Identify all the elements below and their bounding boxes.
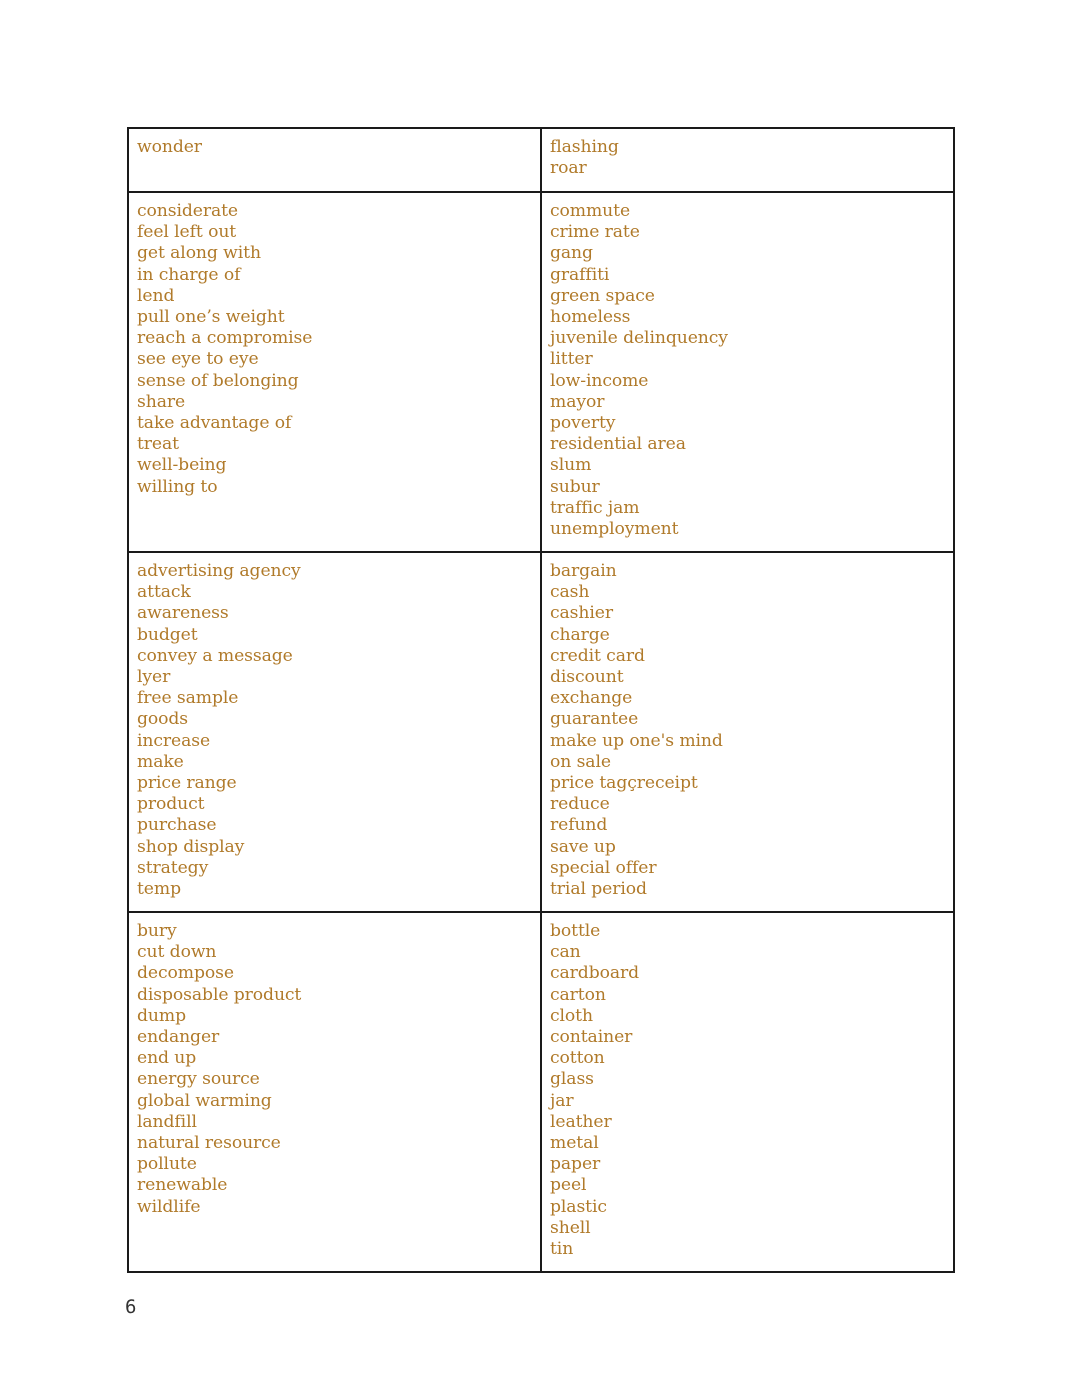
table-cell-left — [128, 128, 541, 192]
vocabulary-word: leather — [550, 1111, 612, 1132]
table-cell-left — [128, 912, 541, 1272]
table-cell-right — [541, 128, 954, 192]
vocabulary-word: wonder — [137, 137, 202, 157]
vocabulary-word: gang — [550, 243, 593, 264]
vocabulary-word: graffiti — [550, 264, 610, 285]
vocabulary-word: price tagçreceipt — [550, 773, 698, 794]
vocabulary-word: endanger — [137, 1027, 220, 1048]
vocabulary-word: green space — [550, 285, 655, 306]
vocabulary-word: willing to — [137, 476, 218, 497]
vocabulary-word: bury — [137, 921, 177, 941]
table-row — [128, 128, 954, 192]
vocabulary-word: decompose — [137, 963, 234, 984]
vocabulary-word: make up one's mind — [550, 730, 723, 751]
vocabulary-word: feel left out — [137, 222, 237, 243]
vocabulary-word: pull one’s weight — [137, 307, 285, 328]
vocabulary-word: strategy — [137, 857, 209, 878]
vocabulary-word: peel — [550, 1175, 587, 1196]
vocabulary-word: cashier — [550, 603, 613, 624]
vocabulary-word: take advantage of — [137, 413, 292, 434]
vocabulary-word: end up — [137, 1048, 197, 1069]
vocabulary-word: make — [137, 751, 184, 772]
vocabulary-word: share — [137, 391, 186, 412]
vocabulary-word: unemployment — [550, 519, 679, 540]
vocabulary-word: energy source — [137, 1069, 260, 1090]
vocabulary-word: cardboard — [550, 963, 640, 984]
vocabulary-word: treat — [137, 434, 179, 455]
table-row — [128, 192, 954, 552]
vocabulary-word: well-being — [137, 455, 227, 476]
vocabulary-word: awareness — [137, 603, 229, 624]
vocabulary-word: poverty — [550, 413, 616, 434]
vocabulary-word: product — [137, 794, 205, 815]
vocabulary-word: disposable product — [137, 984, 302, 1005]
vocabulary-word: cut down — [137, 942, 217, 963]
vocabulary-word: slum — [550, 455, 592, 476]
vocabulary-word: goods — [137, 709, 189, 730]
vocabulary-word: carton — [550, 984, 606, 1005]
vocabulary-word: price range — [137, 773, 237, 794]
word-list — [137, 201, 532, 498]
vocabulary-word: cash — [550, 582, 590, 603]
vocabulary-word: special offer — [550, 857, 657, 878]
vocabulary-word: plastic — [550, 1196, 607, 1217]
vocabulary-word: lyer — [137, 667, 171, 688]
vocabulary-word: bargain — [550, 561, 617, 581]
vocabulary-word: in charge of — [137, 264, 241, 285]
vocabulary-word: reach a compromise — [137, 328, 313, 349]
vocabulary-word: litter — [550, 349, 593, 370]
vocabulary-word: paper — [550, 1154, 601, 1175]
vocabulary-word: homeless — [550, 307, 631, 328]
vocabulary-word: juvenile delinquency — [550, 328, 728, 349]
vocabulary-word: natural resource — [137, 1133, 281, 1154]
vocabulary-word: reduce — [550, 794, 610, 815]
vocabulary-word: trial period — [550, 879, 647, 900]
word-list — [137, 561, 532, 900]
vocabulary-word: can — [550, 942, 581, 963]
word-list — [137, 921, 532, 1218]
vocabulary-word: attack — [137, 582, 191, 603]
word-list — [550, 201, 945, 540]
vocabulary-word: subur — [550, 476, 600, 497]
vocabulary-word: charge — [550, 624, 610, 645]
vocabulary-word: convey a message — [137, 645, 293, 666]
vocabulary-word: budget — [137, 624, 198, 645]
table-row — [128, 912, 954, 1272]
vocabulary-word: global warming — [137, 1090, 272, 1111]
vocabulary-word: flashing — [550, 137, 619, 157]
word-list — [550, 137, 945, 179]
table-cell-left — [128, 192, 541, 552]
vocabulary-word: residential area — [550, 434, 686, 455]
vocabulary-word: bottle — [550, 921, 601, 941]
vocabulary-word: free sample — [137, 688, 239, 709]
vocabulary-word: pollute — [137, 1154, 197, 1175]
vocabulary-word: low-income — [550, 370, 649, 391]
vocabulary-table-body — [128, 128, 954, 1272]
table-cell-right — [541, 912, 954, 1272]
table-cell-right — [541, 192, 954, 552]
vocabulary-word: metal — [550, 1133, 599, 1154]
table-cell-left — [128, 552, 541, 912]
table-row — [128, 552, 954, 912]
vocabulary-word: on sale — [550, 751, 611, 772]
vocabulary-word: get along with — [137, 243, 261, 264]
vocabulary-word: glass — [550, 1069, 594, 1090]
vocabulary-word: jar — [550, 1090, 574, 1111]
vocabulary-word: purchase — [137, 815, 217, 836]
vocabulary-word: lend — [137, 285, 175, 306]
vocabulary-word: credit card — [550, 645, 645, 666]
page-number: 6 — [125, 1296, 137, 1318]
vocabulary-word: wildlife — [137, 1196, 201, 1217]
vocabulary-word: shell — [550, 1217, 591, 1238]
vocabulary-word: temp — [137, 879, 181, 900]
vocabulary-word: refund — [550, 815, 608, 836]
vocabulary-word: roar — [550, 158, 587, 179]
vocabulary-word: discount — [550, 667, 624, 688]
vocabulary-word: considerate — [137, 201, 238, 221]
word-list — [550, 921, 945, 1260]
word-list — [137, 137, 532, 158]
vocabulary-word: cotton — [550, 1048, 605, 1069]
vocabulary-word: advertising agency — [137, 561, 301, 581]
vocabulary-table — [127, 127, 955, 1273]
vocabulary-word: see eye to eye — [137, 349, 259, 370]
vocabulary-word: sense of belonging — [137, 370, 299, 391]
vocabulary-word: landfill — [137, 1111, 197, 1132]
vocabulary-word: traffic jam — [550, 497, 640, 518]
vocabulary-word: save up — [550, 836, 616, 857]
vocabulary-word: guarantee — [550, 709, 639, 730]
vocabulary-word: mayor — [550, 391, 605, 412]
vocabulary-word: commute — [550, 201, 631, 221]
vocabulary-word: container — [550, 1027, 633, 1048]
vocabulary-word: renewable — [137, 1175, 228, 1196]
vocabulary-word: dump — [137, 1005, 186, 1026]
vocabulary-word: exchange — [550, 688, 633, 709]
word-list — [550, 561, 945, 900]
vocabulary-word: cloth — [550, 1005, 593, 1026]
vocabulary-word: shop display — [137, 836, 245, 857]
table-cell-right — [541, 552, 954, 912]
vocabulary-word: increase — [137, 730, 211, 751]
vocabulary-word: tin — [550, 1239, 574, 1260]
vocabulary-word: crime rate — [550, 222, 640, 243]
